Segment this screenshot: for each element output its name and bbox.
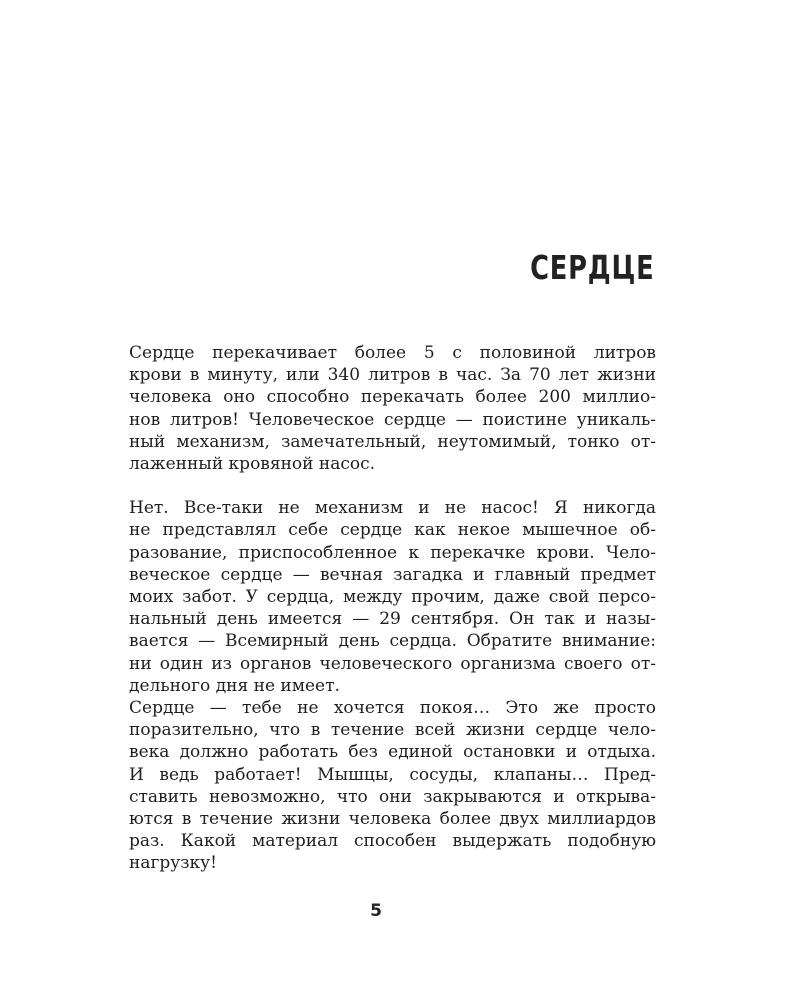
text-line: нагрузку!	[129, 853, 217, 874]
text-line: нов литров! Человеческое сердце — поистине уникаль-	[129, 409, 656, 430]
page-number: 5	[370, 901, 382, 921]
text-line: раз. Какой материал способен выдержать подобную	[129, 831, 656, 852]
paragraph-1	[96, 342, 656, 475]
chapter-title: СЕРДЦЕ	[529, 248, 654, 287]
paragraph-2	[96, 497, 656, 697]
text-line: Сердце — тебе не хочется покоя… Это же просто	[129, 698, 656, 719]
text-line: человека оно способно перекачать более 200 миллио-	[129, 387, 656, 408]
text-line: ются в течение жизни человека более двух миллиардов	[129, 809, 656, 830]
text-line: И ведь работает! Мышцы, сосуды, клапаны… Пред-	[129, 764, 656, 785]
text-line: Нет. Все-таки не механизм и не насос! Я никогда	[129, 498, 656, 519]
text-line: крови в минуту, или 340 литров в час. За 70 лет жизни	[129, 365, 656, 386]
text-line: ный механизм, замечательный, неутомимый, тонко от-	[129, 431, 656, 452]
text-line: не представлял себе сердце как некое мышечное об-	[129, 520, 656, 541]
text-line: разование, приспособленное к перекачке крови. Чело-	[129, 542, 656, 563]
paragraph-3	[96, 697, 656, 875]
text-line: века должно работать без единой остановки и отдыха.	[129, 742, 656, 763]
text-line: лаженный кровяной насос.	[129, 454, 376, 475]
text-line: дельного дня не имеет.	[129, 675, 340, 696]
text-line: ставить невозможно, что они закрываются и открыва-	[129, 786, 656, 807]
text-line: Сердце перекачивает более 5 с половиной литров	[129, 343, 656, 363]
text-line: вается — Всемирный день сердца. Обратите внимание:	[129, 631, 656, 652]
text-line: поразительно, что в течение всей жизни сердце чело-	[129, 720, 656, 741]
text-line: нальный день имеется — 29 сентября. Он так и назы-	[129, 609, 656, 630]
text-line: моих забот. У сердца, между прочим, даже свой персо-	[129, 587, 656, 608]
text-line: ни один из органов человеческого организма своего от-	[129, 653, 656, 674]
text-line: веческое сердце — вечная загадка и главный предмет	[129, 564, 656, 585]
body-text	[96, 342, 656, 875]
